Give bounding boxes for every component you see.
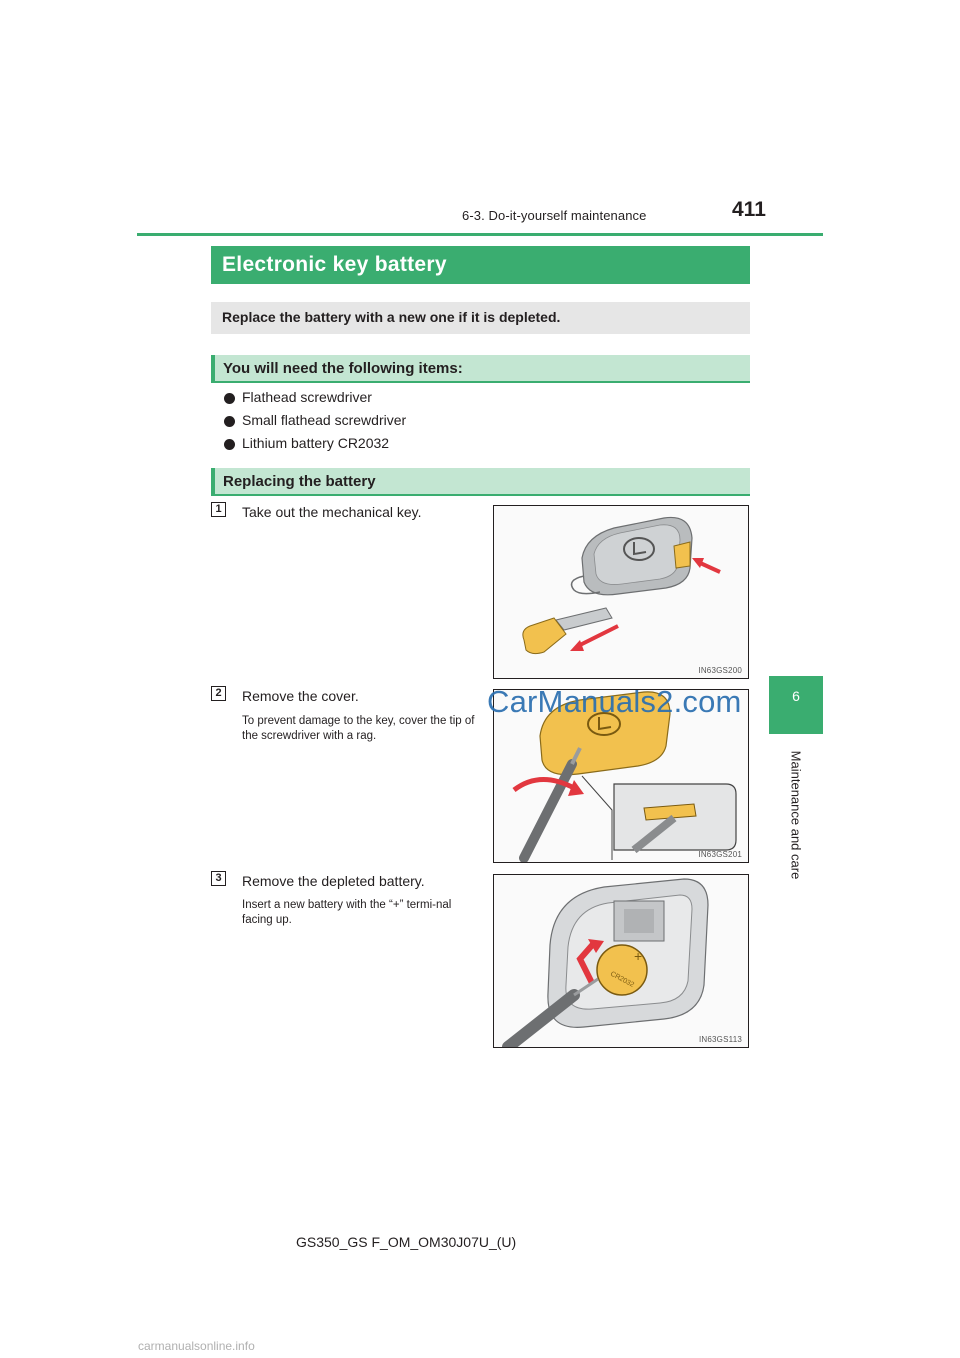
step-text: Remove the depleted battery. — [242, 873, 425, 889]
key-removal-illustration — [493, 505, 749, 679]
header-rule — [137, 233, 823, 236]
intro-text: Replace the battery with a new one if it is depleted. — [222, 309, 561, 325]
svg-text:+: + — [634, 948, 643, 964]
chapter-tab — [769, 676, 823, 734]
chapter-tab-number: 6 — [792, 688, 800, 704]
step-number: 2 — [211, 686, 226, 701]
step-number: 1 — [211, 502, 226, 517]
section-title: 6-3. Do-it-yourself maintenance — [462, 208, 647, 223]
battery-removal-illustration — [493, 874, 749, 1048]
image-code: IN63GS201 — [698, 850, 742, 859]
step-note: Insert a new battery with the “+” termi-nal facing up. — [242, 899, 452, 926]
chapter-tab-label: Maintenance and care — [788, 750, 804, 880]
bullet-icon — [224, 416, 235, 427]
list-item: Small flathead screwdriver — [242, 412, 407, 428]
page-title: Electronic key battery — [222, 253, 447, 276]
step-number: 3 — [211, 871, 226, 886]
list-item: Flathead screwdriver — [242, 389, 372, 405]
bullet-icon — [224, 393, 235, 404]
bullet-icon — [224, 439, 235, 450]
replace-heading-rule — [211, 494, 750, 496]
step-text: Take out the mechanical key. — [242, 504, 422, 520]
site-watermark[interactable]: carmanualsonline.info — [138, 1339, 255, 1353]
page-number: 411 — [732, 198, 766, 221]
list-item: Lithium battery CR2032 — [242, 435, 390, 451]
step-note: To prevent damage to the key, cover the tip of the screwdriver with a rag. — [242, 715, 475, 742]
step-text: Remove the cover. — [242, 688, 359, 704]
items-heading: You will need the following items: — [223, 360, 463, 377]
items-heading-rule — [211, 381, 750, 383]
image-code: IN63GS113 — [698, 1035, 742, 1044]
watermark: CarManuals2.com — [487, 684, 742, 719]
document-footer: GS350_GS F_OM_OM30J07U_(U) — [296, 1234, 517, 1250]
replace-heading: Replacing the battery — [223, 473, 376, 490]
image-code: IN63GS200 — [698, 666, 742, 675]
battery-label: CR2032 — [609, 970, 636, 989]
